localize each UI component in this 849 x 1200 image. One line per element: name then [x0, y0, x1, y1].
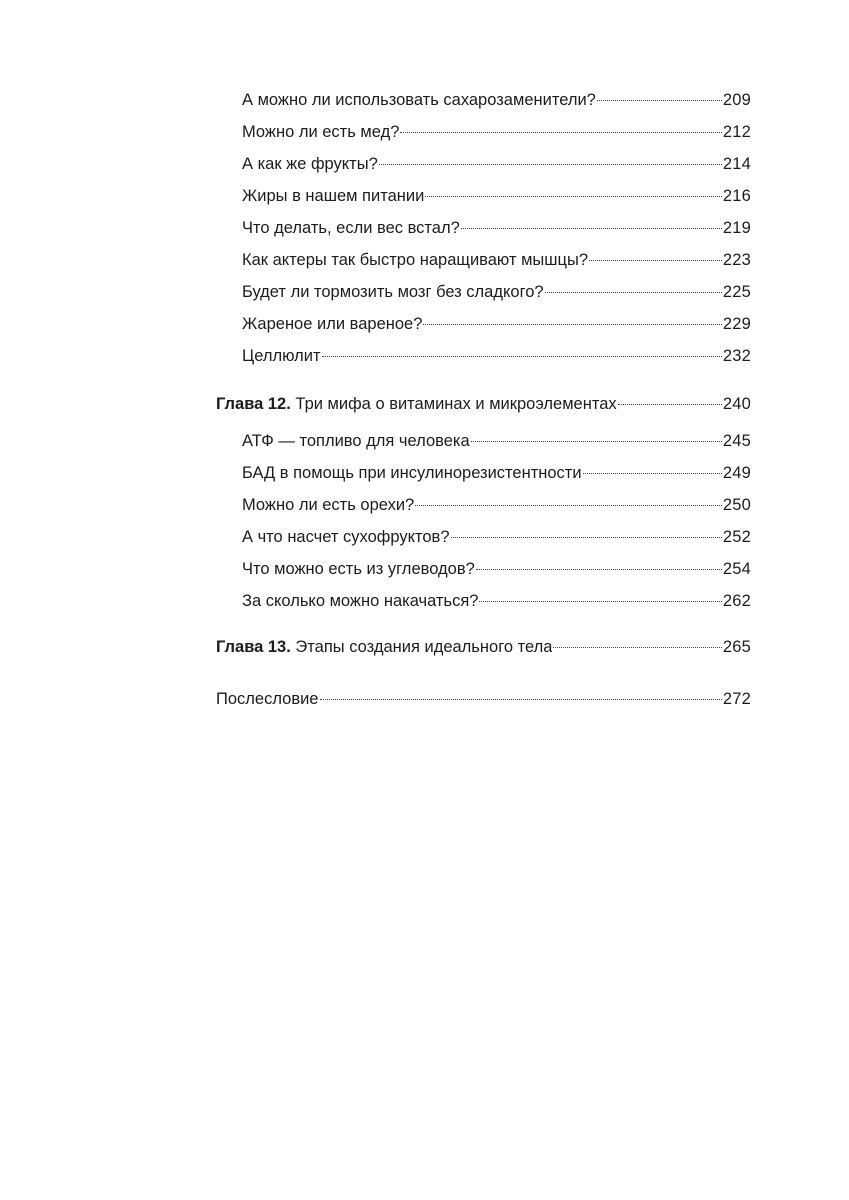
chapter-label: Глава 12. [216, 395, 291, 413]
toc-entry-page: 229 [722, 315, 751, 333]
dot-leader [451, 537, 722, 538]
toc-entry-page: 223 [722, 251, 751, 269]
dot-leader [322, 356, 722, 357]
toc-entry-title: БАД в помощь при инсулинорезистентности [242, 464, 582, 482]
dot-leader [583, 473, 722, 474]
spacer [216, 376, 751, 392]
toc-entry-title: Можно ли есть орехи? [242, 496, 415, 514]
toc-entry[interactable] [216, 461, 751, 493]
toc-entry[interactable] [216, 216, 751, 248]
table-of-contents [216, 88, 751, 719]
toc-chapter-13[interactable] [216, 635, 751, 667]
toc-entry-title: За сколько можно накачаться? [242, 592, 479, 610]
toc-entry[interactable] [216, 120, 751, 152]
toc-entry-title: Целлюлит [242, 347, 321, 365]
toc-entry-title: Что можно есть из углеводов? [242, 560, 475, 578]
toc-entry[interactable] [216, 88, 751, 120]
toc-entry[interactable] [216, 248, 751, 280]
dot-leader [553, 647, 721, 648]
dot-leader [545, 292, 722, 293]
dot-leader [379, 164, 722, 165]
chapter-label: Глава 13. [216, 638, 291, 656]
toc-entry-page: 252 [722, 528, 751, 546]
dot-leader [423, 324, 721, 325]
toc-chapter-title [216, 635, 552, 659]
toc-entry-page: 232 [722, 347, 751, 365]
toc-entry-page: 245 [722, 432, 751, 450]
toc-entry-page: 209 [722, 91, 751, 109]
dot-leader [425, 196, 722, 197]
toc-entry[interactable] [216, 557, 751, 589]
toc-entry-title: А что насчет сухофруктов? [242, 528, 450, 546]
toc-entry[interactable] [216, 525, 751, 557]
toc-epilogue-title: Послесловие [216, 690, 319, 708]
toc-entry[interactable] [216, 493, 751, 525]
toc-entry-title: Можно ли есть мед? [242, 123, 400, 141]
toc-entry-title: А как же фрукты? [242, 155, 378, 173]
toc-epilogue-page: 272 [722, 690, 751, 708]
toc-entry-title: Жиры в нашем питании [242, 187, 425, 205]
toc-entry-page: 212 [722, 123, 751, 141]
toc-epilogue[interactable] [216, 687, 751, 719]
spacer [216, 667, 751, 687]
dot-leader [415, 505, 722, 506]
dot-leader [461, 228, 722, 229]
toc-entry[interactable] [216, 312, 751, 344]
toc-entry[interactable] [216, 184, 751, 216]
toc-entry-page: 262 [722, 592, 751, 610]
dot-leader [618, 404, 722, 405]
spacer [216, 621, 751, 635]
toc-chapter-title [216, 392, 617, 416]
dot-leader [597, 100, 722, 101]
toc-entry-title: Что делать, если вес встал? [242, 219, 460, 237]
toc-entry-title: Как актеры так быстро наращивают мышцы? [242, 251, 589, 269]
dot-leader [400, 132, 721, 133]
toc-chapter-page: 240 [722, 395, 751, 413]
toc-entry-page: 249 [722, 464, 751, 482]
toc-entry-page: 225 [722, 283, 751, 301]
toc-entry-page: 254 [722, 560, 751, 578]
toc-entry[interactable] [216, 589, 751, 621]
toc-entry[interactable] [216, 429, 751, 461]
chapter-name: Этапы создания идеального тела [290, 638, 553, 656]
toc-entry[interactable] [216, 344, 751, 376]
toc-entry-page: 219 [722, 219, 751, 237]
dot-leader [476, 569, 722, 570]
toc-entry-title: АТФ — топливо для человека [242, 432, 470, 450]
toc-chapter-page: 265 [722, 638, 751, 656]
toc-entry[interactable] [216, 280, 751, 312]
dot-leader [479, 601, 721, 602]
toc-entry-page: 250 [722, 496, 751, 514]
toc-chapter-12[interactable] [216, 392, 751, 424]
toc-entry-title: Будет ли тормозить мозг без сладкого? [242, 283, 544, 301]
toc-entry-title: А можно ли использовать сахарозаменители? [242, 91, 596, 109]
toc-entry[interactable] [216, 152, 751, 184]
dot-leader [320, 699, 722, 700]
dot-leader [589, 260, 722, 261]
toc-entry-page: 216 [722, 187, 751, 205]
dot-leader [471, 441, 722, 442]
chapter-name: Три мифа о витаминах и микроэлементах [290, 395, 617, 413]
toc-entry-title: Жареное или вареное? [242, 315, 423, 333]
toc-entry-page: 214 [722, 155, 751, 173]
